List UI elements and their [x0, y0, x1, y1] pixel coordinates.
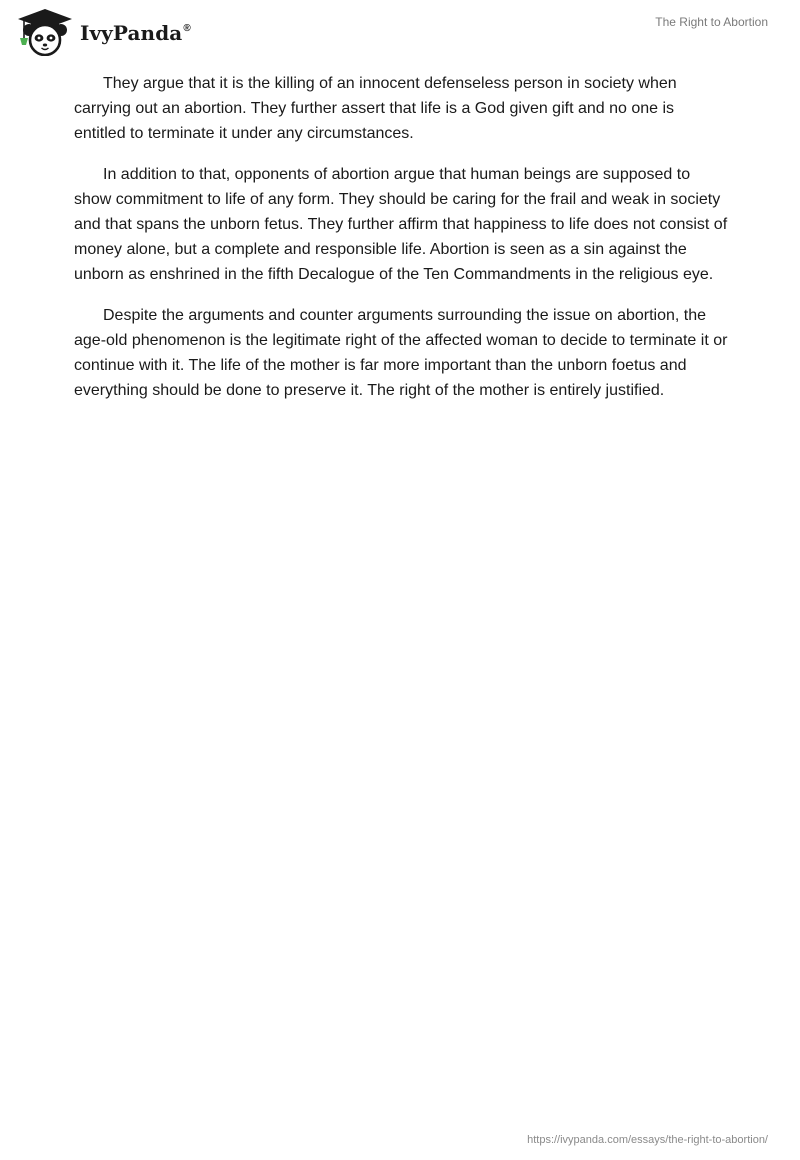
logo-name: IvyPanda — [80, 21, 183, 45]
paragraph: Despite the arguments and counter arguments surrounding the issue on abortion, the age-old phenomenon is the legitimate right of the affected woman to decide to terminate it or continue with it. The life of the mother is far more important than the unborn foetus and everything should be done to preserve it. The right of the mother is entirely justified. — [74, 307, 728, 399]
logo-wordmark — [80, 21, 191, 45]
source-url[interactable]: https://ivypanda.com/essays/the-right-to-abortion/ — [527, 1134, 768, 1146]
essay-body — [74, 71, 728, 419]
panda-graduate-icon — [16, 8, 74, 56]
page-header — [0, 0, 800, 60]
document-title: The Right to Abortion — [655, 15, 768, 29]
ivypanda-logo[interactable] — [16, 8, 191, 56]
paragraph: They argue that it is the killing of an innocent defenseless person in society when carrying out an abortion. They further assert that life is a God given gift and no one is entitled to terminate it under any circumstances. — [74, 75, 677, 142]
registered-mark: ® — [183, 23, 191, 34]
paragraph: In addition to that, opponents of abortion argue that human beings are supposed to show commitment to life of any form. They should be caring for the frail and weak in society and that spans the unborn fetus. They further affirm that happiness to life does not consist of money alone, but a complete and responsible life. Abortion is seen as a sin against the unborn as enshrined in the fifth Decalogue of the Ten Commandments in the religious eye. — [74, 166, 728, 283]
